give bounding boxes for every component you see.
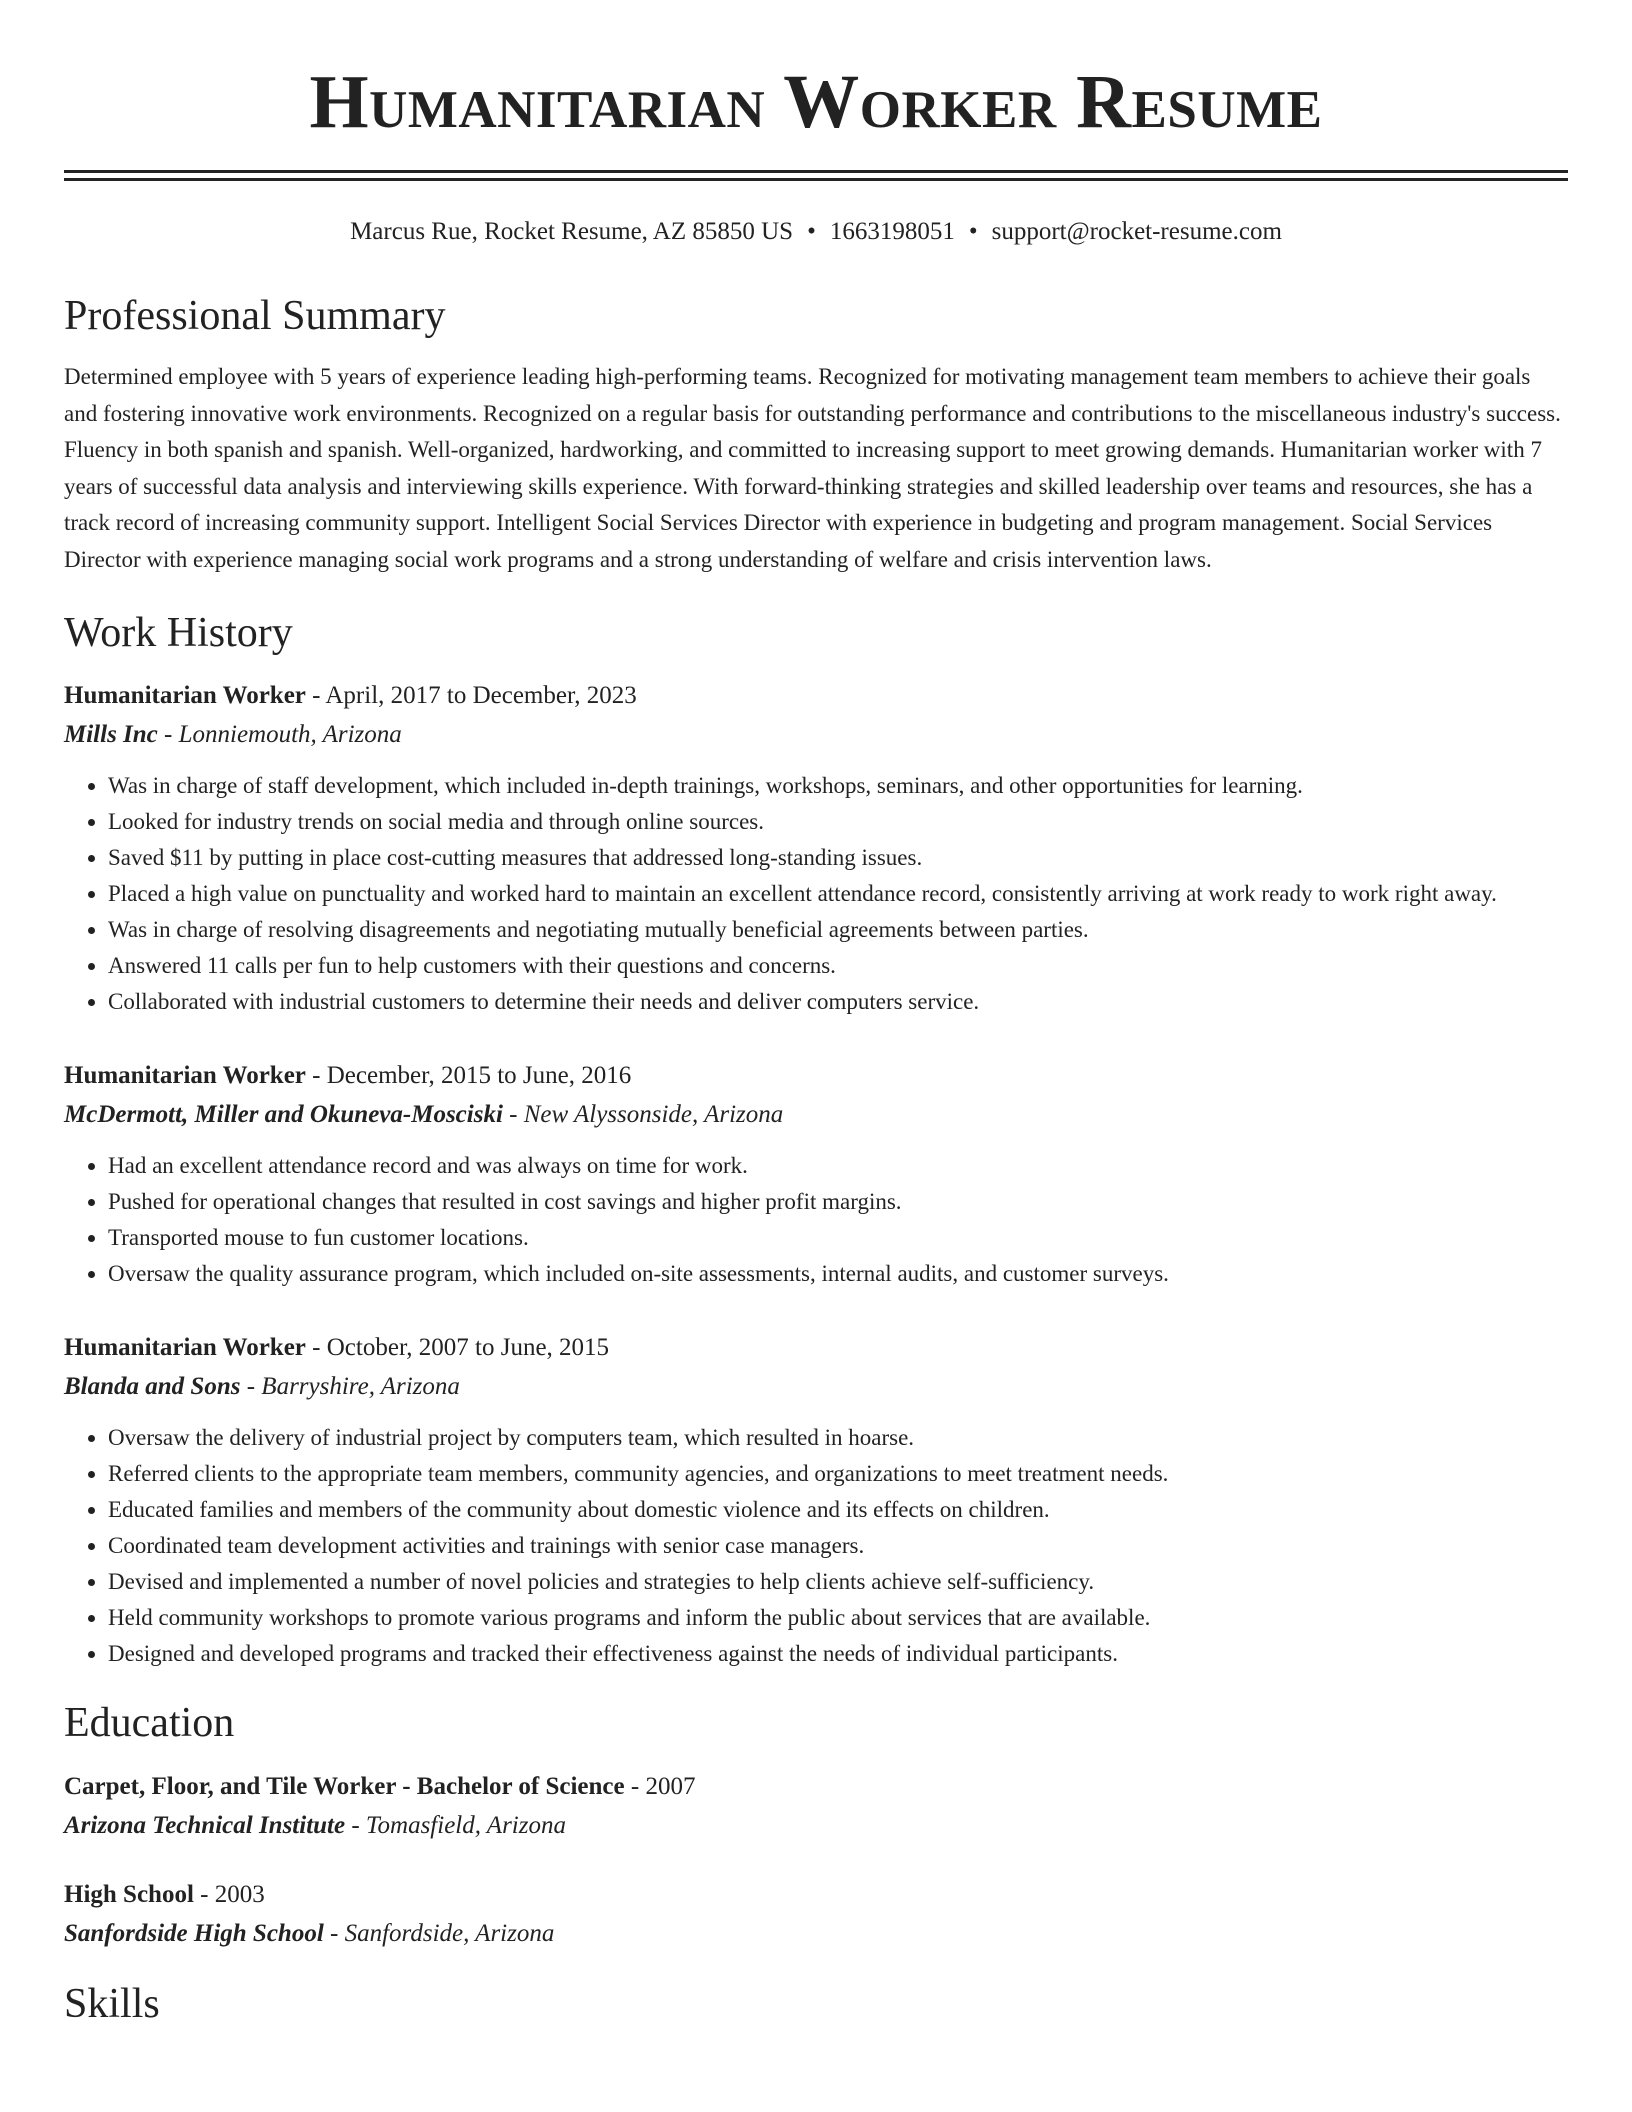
education-year: - 2003 <box>193 1880 265 1908</box>
job-location: - Lonniemouth, Arizona <box>157 721 402 749</box>
education-heading: Education <box>64 1700 235 1747</box>
work-history-heading: Work History <box>64 610 293 657</box>
education-school: Sanfordside High School <box>64 1919 324 1947</box>
contact-line <box>64 217 1568 247</box>
job-title: Humanitarian Worker <box>64 1062 306 1090</box>
list-item: • Held community workshops to promote various programs and inform the public about services that are available. <box>108 1600 1568 1636</box>
list-item: • Looked for industry trends on social media and through online sources. <box>108 804 1568 840</box>
job-location: - New Alyssonside, Arizona <box>502 1101 784 1129</box>
list-item: • Had an excellent attendance record and was always on time for work. <box>108 1148 1568 1184</box>
education-location: - Sanfordside, Arizona <box>323 1919 555 1947</box>
contact-email: support@rocket-resume.com <box>991 218 1282 245</box>
job-company: Mills Inc <box>64 721 158 749</box>
list-item: • Transported mouse to fun customer locations. <box>108 1220 1568 1256</box>
job-bullets <box>64 1420 1568 1672</box>
list-item: • Oversaw the delivery of industrial project by computers team, which resulted in hoarse. <box>108 1420 1568 1456</box>
job-header <box>64 1056 1568 1095</box>
divider-line-bottom <box>64 178 1568 181</box>
list-item: • Designed and developed programs and tracked their effectiveness against the needs of individual participants. <box>108 1636 1568 1672</box>
job-header <box>64 1328 1568 1367</box>
contact-phone: 1663198051 <box>829 218 955 245</box>
education-header <box>64 1767 1568 1806</box>
job-employer <box>64 715 1568 754</box>
job-company: McDermott, Miller and Okuneva-Mosciski <box>64 1101 503 1129</box>
education-degree: Carpet, Floor, and Tile Worker - Bachelor of Science <box>64 1772 625 1800</box>
list-item: • Educated families and members of the community about domestic violence and its effects on children. <box>108 1492 1568 1528</box>
list-item: • Saved $11 by putting in place cost-cutting measures that addressed long-standing issues. <box>108 840 1568 876</box>
job-dates: - December, 2015 to June, 2016 <box>305 1062 632 1090</box>
skills-section <box>64 1981 1568 2027</box>
education-location: - Tomasfield, Arizona <box>345 1811 566 1839</box>
list-item: • Coordinated team development activities and trainings with senior case managers. <box>108 1528 1568 1564</box>
education-school: Arizona Technical Institute <box>64 1811 346 1839</box>
list-item: • Was in charge of staff development, which included in-depth trainings, workshops, seminars, and other opportunities for learning. <box>108 768 1568 804</box>
education-school-line <box>64 1806 1568 1845</box>
job-employer <box>64 1095 1568 1134</box>
education-header <box>64 1875 1568 1914</box>
education-degree: High School <box>64 1880 194 1908</box>
divider-line-top <box>64 170 1568 173</box>
resume-title: Humanitarian Worker Resume <box>309 60 1323 144</box>
contact-separator: • <box>807 218 816 245</box>
education-school-line <box>64 1914 1568 1953</box>
job-company: Blanda and Sons <box>64 1373 241 1401</box>
list-item: • Was in charge of resolving disagreements and negotiating mutually beneficial agreements between parties. <box>108 912 1568 948</box>
list-item: • Pushed for operational changes that resulted in cost savings and higher profit margins. <box>108 1184 1568 1220</box>
list-item: • Referred clients to the appropriate team members, community agencies, and organizations to meet treatment needs. <box>108 1456 1568 1492</box>
job-entry <box>64 1328 1568 1672</box>
education-year: - 2007 <box>624 1772 696 1800</box>
list-item: • Collaborated with industrial customers to determine their needs and deliver computers service. <box>108 984 1568 1020</box>
job-location: - Barryshire, Arizona <box>240 1373 460 1401</box>
summary-heading: Professional Summary <box>64 293 446 339</box>
contact-address: Marcus Rue, Rocket Resume, AZ 85850 US <box>350 218 794 245</box>
job-employer <box>64 1367 1568 1406</box>
summary-text: Determined employee with 5 years of experience leading high-performing teams. Recognized for motivating management team members to achieve their goals and fostering innovative work environments. Recognized on a regular basis for outstanding performance and contributions to the miscellaneous industry's success. Fluency in both spanish and spanish. Well-organized, hardworking, and committed to increasing support to meet growing demands. Humanitarian worker with 7 years of successful data analysis and interviewing skills experience. With forward-thinking strategies and skilled leadership over teams and resources, she has a track record of increasing community support. Intelligent Social Services Director with experience in budgeting and program management. Social Services Director with experience managing social work programs and a strong understanding of welfare and crisis intervention laws. <box>64 364 1561 572</box>
list-item: • Devised and implemented a number of novel policies and strategies to help clients achieve self-sufficiency. <box>108 1564 1568 1600</box>
education-entry <box>64 1767 1568 1845</box>
education-section <box>64 1700 1568 1952</box>
list-item: • Answered 11 calls per fun to help customers with their questions and concerns. <box>108 948 1568 984</box>
job-entry <box>64 676 1568 1020</box>
title-divider <box>64 170 1568 181</box>
list-item: • Placed a high value on punctuality and worked hard to maintain an excellent attendance record, consistently arriving at work ready to work right away. <box>108 876 1568 912</box>
job-entry <box>64 1056 1568 1292</box>
job-bullets <box>64 768 1568 1020</box>
job-title: Humanitarian Worker <box>64 682 306 710</box>
work-history-section <box>64 610 1568 1672</box>
job-dates: - April, 2017 to December, 2023 <box>305 682 637 710</box>
job-dates: - October, 2007 to June, 2015 <box>305 1334 610 1362</box>
summary-section <box>64 293 1568 578</box>
job-bullets <box>64 1148 1568 1292</box>
job-header <box>64 676 1568 715</box>
education-entry <box>64 1875 1568 1953</box>
contact-separator: • <box>968 218 978 245</box>
list-item: • Oversaw the quality assurance program, which included on-site assessments, internal audits, and customer surveys. <box>108 1256 1568 1292</box>
job-title: Humanitarian Worker <box>64 1334 306 1362</box>
skills-heading: Skills <box>64 1980 160 2027</box>
